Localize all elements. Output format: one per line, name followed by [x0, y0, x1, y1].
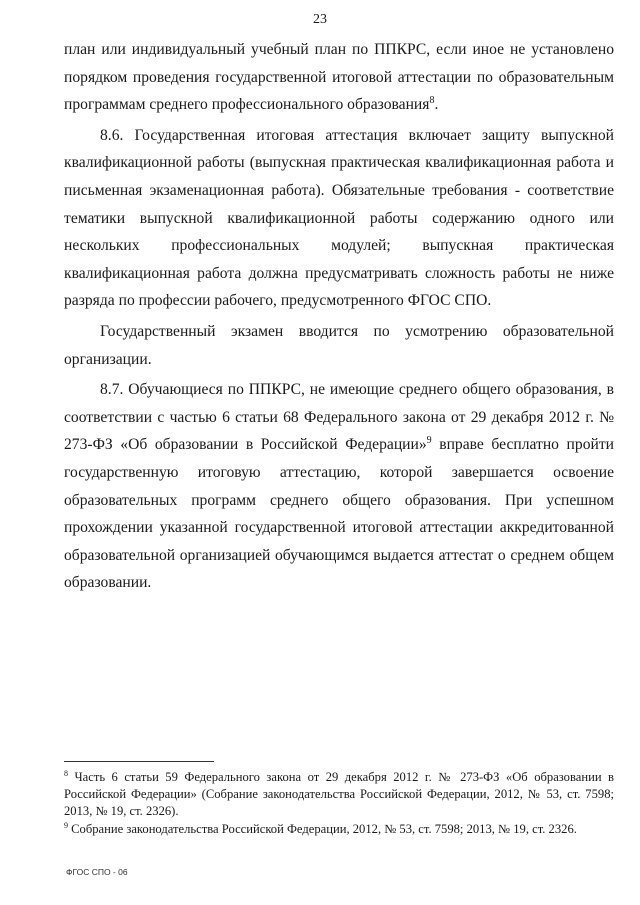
paragraph-8-7	[64, 376, 614, 597]
paragraph-state-exam: Государственный экзамен вводится по усмотрению образовательной организации.	[64, 322, 614, 368]
footnote-8	[64, 769, 614, 821]
paragraph-text: вправе бесплатно пройти государственную итоговую аттестацию, которой завершается освоение образовательных программ среднего общего образования. При успешном прохождении указанной государственной итоговой аттестации аккредитованной образовательной организацией обучающимся выдается аттестат о среднем общем образовании.	[64, 436, 614, 592]
footnote-text: Часть 6 статьи 59 Федерального закона от 29 декабря 2012 г. № 273-ФЗ «Об образовании в Российской Федерации» (Собрание законодательства Российской Федерации, 2012, № 53, ст. 7598; 2013, № 19, ст. 2326).	[64, 770, 614, 819]
footnote-divider	[64, 761, 214, 762]
footnotes	[64, 769, 614, 838]
page-footer: ФГОС СПО - 06	[66, 867, 128, 877]
paragraph-continuation: план или индивидуальный учебный план по ППКРС, если иное не установлено порядком проведения государственной итоговой аттестации по образовательным программам среднего профессионального образования$^8$.	[64, 41, 614, 114]
footnote-marker: 9	[64, 820, 68, 830]
paragraph-text: 8.7. Обучающиеся по ППКРС, не имеющие среднего общего образования, в соответствии с частью 6 статьи 68 Федерального закона от 29 декабря 2012 г. № 273-ФЗ «Об образовании в Российской Федерации»	[64, 381, 614, 454]
paragraph-8-6: 8.6. Государственная итоговая аттестация включает защиту выпускной квалификационной работы (выпускная практическая квалификационная работа и письменная экзаменационная работа). Обязательные требования - соответствие тематики выпускной квалификационной работы содержанию одного или нескольких профессиональных модулей; выпускная практическая квалификационная работа должна предусматривать сложность работы не ниже разряда по профессии рабочего, предусмотренного ФГОС СПО.	[64, 126, 614, 310]
paragraph-text: план или индивидуальный учебный план по ППКРС, если иное не установлено порядком проведения государственной итоговой аттестации по образовательным программам среднего профессионального образования	[64, 41, 614, 114]
footnote-ref-9: 9	[426, 435, 432, 447]
footnote-marker: 8	[64, 768, 68, 778]
main-text	[64, 36, 614, 597]
footnote-ref-8: 8	[429, 95, 435, 106]
footnote-9	[64, 821, 614, 838]
footnote-text: Собрание законодательства Российской Федерации, 2012, № 53, ст. 7598; 2013, № 19, ст. 2326.	[68, 821, 577, 836]
page-number: 23	[313, 12, 327, 27]
